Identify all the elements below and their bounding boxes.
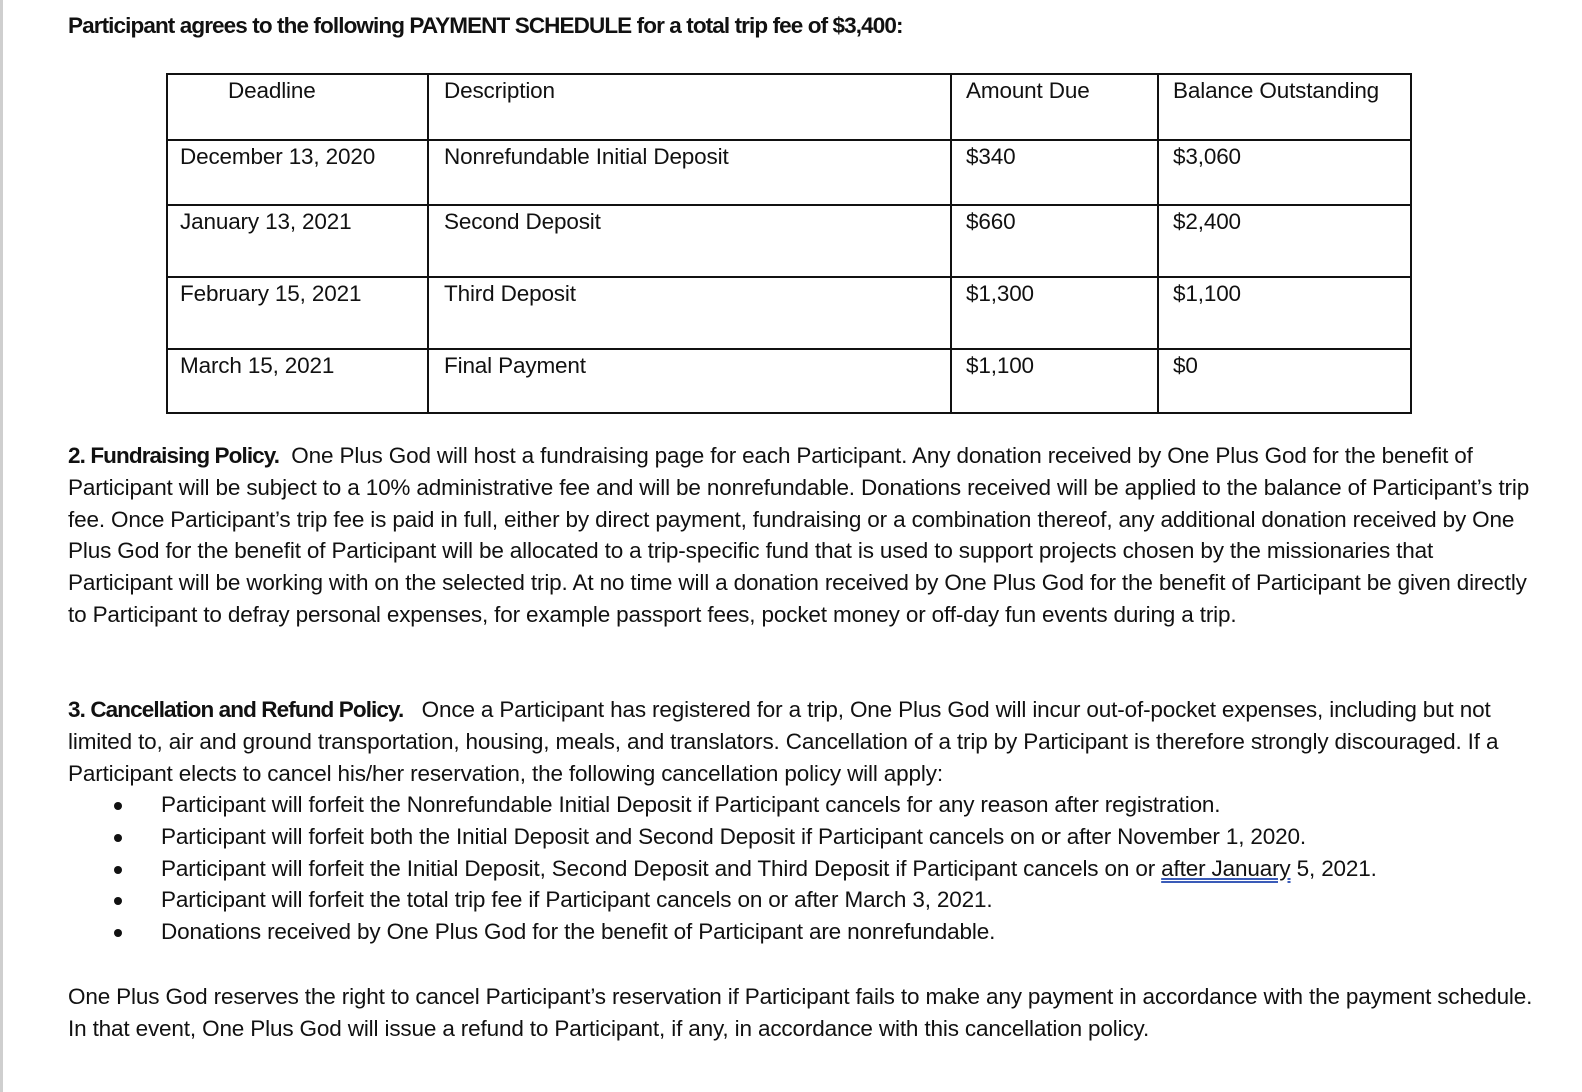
cell-balance: $1,100 [1158, 277, 1411, 349]
table-row [167, 205, 1411, 277]
cell-deadline: February 15, 2021 [167, 277, 428, 349]
cancellation-bullet-list [68, 789, 1538, 948]
header-description: Description [428, 74, 951, 140]
cell-balance: $3,060 [1158, 140, 1411, 205]
bullet-text: 5, 2021. [1290, 855, 1377, 881]
bullet-icon [114, 834, 122, 842]
table-row [167, 277, 1411, 349]
cell-description: Final Payment [428, 349, 951, 413]
bullet-text: Participant will forfeit both the Initial Deposit and Second Deposit if Participant cancels on or after November 1, 2020. [161, 823, 1306, 849]
list-item [68, 884, 1538, 916]
page-left-edge [0, 0, 3, 1092]
cell-balance: $2,400 [1158, 205, 1411, 277]
cell-amount-due: $1,300 [951, 277, 1158, 349]
list-item [68, 821, 1538, 853]
cell-balance: $0 [1158, 349, 1411, 413]
cell-deadline: March 15, 2021 [167, 349, 428, 413]
fundraising-policy-paragraph [68, 440, 1538, 631]
underlined-date-text: after January [1161, 855, 1291, 881]
cell-description: Third Deposit [428, 277, 951, 349]
fundraising-policy-title: 2. Fundraising Policy. [68, 443, 280, 468]
bullet-text: Participant will forfeit the Nonrefundable Initial Deposit if Participant cancels for any reason after registration. [161, 792, 1221, 817]
table-row [167, 349, 1411, 413]
cancellation-closing-paragraph: One Plus God reserves the right to cancel Participant’s reservation if Participant fails to make any payment in accordance with the payment schedule. In that event, One Plus God will issue a refund to Participant, if any, in accordance with this cancellation policy. [68, 984, 1533, 1041]
bullet-text: Participant will forfeit the total trip fee if Participant cancels on or after March 3, 2021. [161, 887, 993, 913]
cancellation-policy-title: 3. Cancellation and Refund Policy. [68, 697, 404, 722]
cell-amount-due: $340 [951, 140, 1158, 205]
table-row [167, 140, 1411, 205]
cancellation-policy-body: Once a Participant has registered for a trip, One Plus God will incur out-of-pocket expenses, including but not limited to, air and ground transportation, housing, meals, and translators. Cancellation of a trip by Participant is therefore strongly discouraged. If a Participant elects to cancel his/her reservation, the following cancellation policy will apply: [68, 697, 1499, 786]
bullet-text: Donations received by One Plus God for the benefit of Participant are nonrefundable. [161, 919, 996, 945]
header-amount-due: Amount Due [951, 74, 1158, 140]
bullet-icon [114, 866, 122, 874]
header-balance-outstanding: Balance Outstanding [1158, 74, 1411, 140]
cell-amount-due: $1,100 [951, 349, 1158, 413]
cell-description: Second Deposit [428, 205, 951, 277]
bullet-icon [114, 802, 122, 810]
bullet-icon [114, 929, 122, 937]
list-item [68, 916, 1538, 948]
header-deadline: Deadline [167, 74, 428, 140]
cell-deadline: December 13, 2020 [167, 140, 428, 205]
cell-amount-due: $660 [951, 205, 1158, 277]
bullet-text: Participant will forfeit the Initial Deposit, Second Deposit and Third Deposit if Participant cancels on or [161, 855, 1162, 881]
cell-deadline: January 13, 2021 [167, 205, 428, 277]
payment-schedule-table [166, 73, 1412, 414]
cell-description: Nonrefundable Initial Deposit [428, 140, 951, 205]
cancellation-policy-paragraph [68, 694, 1538, 789]
fundraising-policy-body: One Plus God will host a fundraising page for each Participant. Any donation received by One Plus God for the benefit of Participant will be subject to a 10% administrative fee and will be nonrefundable. Donations received will be applied to the balance of Participant’s trip fee. Once Participant’s trip fee is paid in full, either by direct payment, fundraising or a combination thereof, any additional donation received by One Plus God for the benefit of Participant will be allocated to a trip-specific fund that is used to support projects chosen by the missionaries that Participant will be working with on the selected trip. At no time will a donation received by One Plus God for the benefit of Participant be given directly to Participant to defray personal expenses, for example passport fees, pocket money or off-day fun events during a trip. [68, 443, 1530, 627]
list-item [68, 853, 1538, 885]
list-item [68, 789, 1538, 821]
bullet-icon [114, 897, 122, 905]
table-header-row [167, 74, 1411, 140]
payment-schedule-heading: Participant agrees to the following PAYMENT SCHEDULE for a total trip fee of $3,400: [68, 13, 903, 38]
